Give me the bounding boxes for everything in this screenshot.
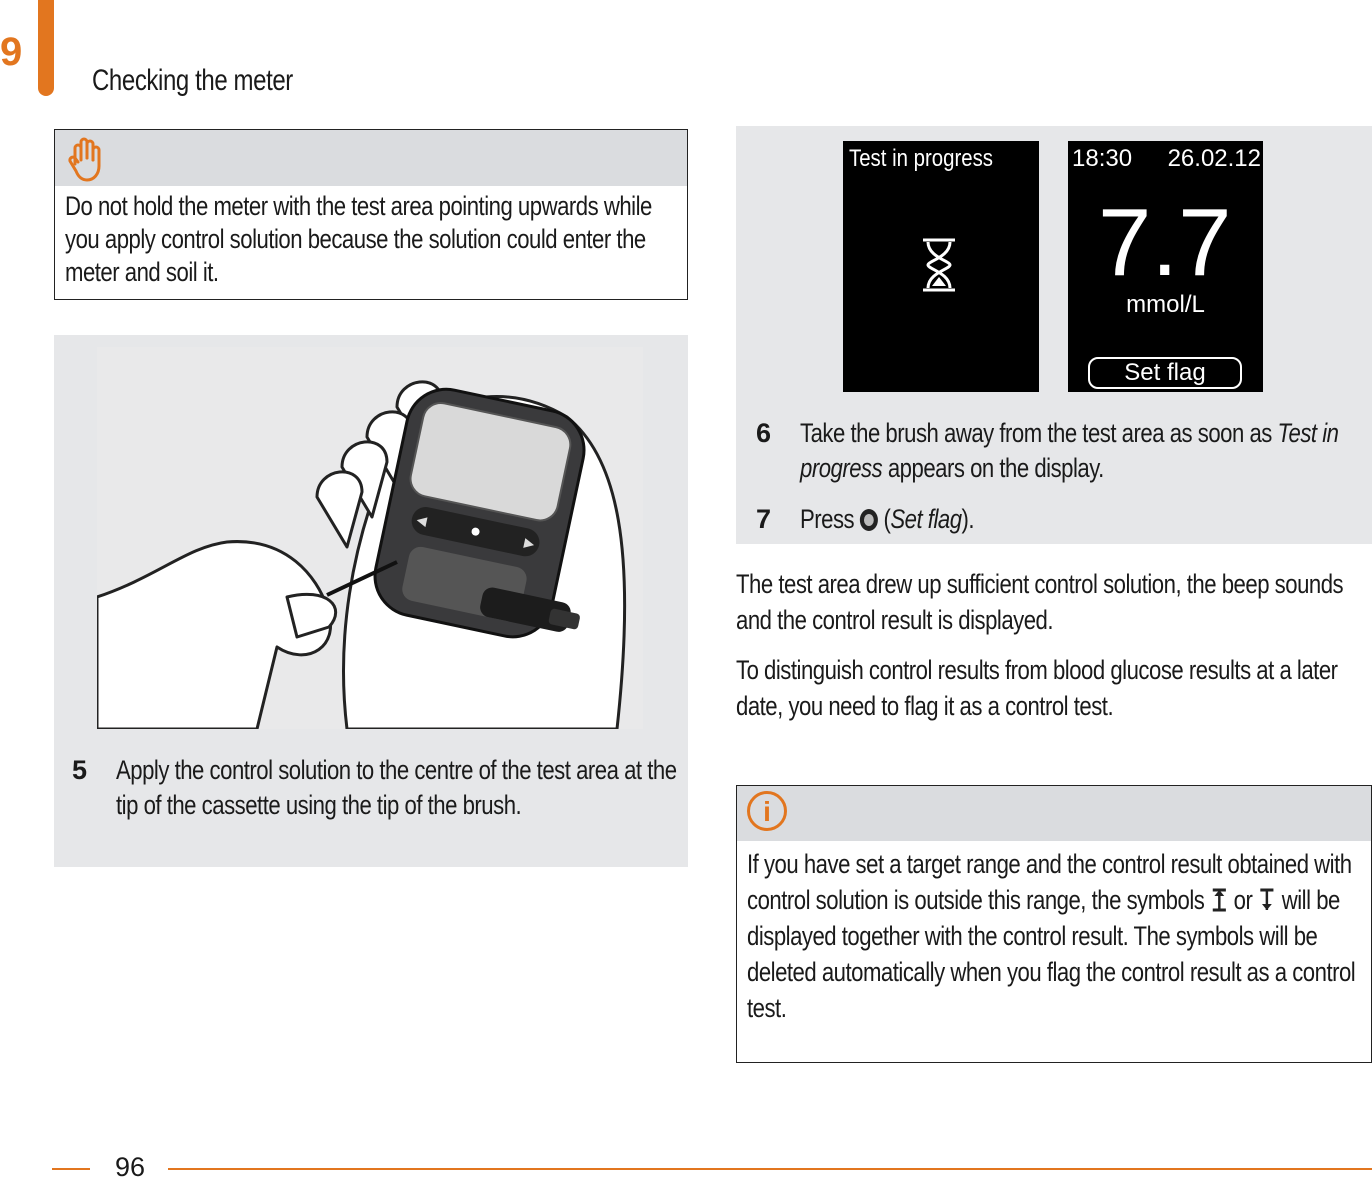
footer-rule-left <box>52 1168 90 1170</box>
page-number: 96 <box>115 1152 146 1182</box>
info-icon: i <box>747 791 787 831</box>
step7-number: 7 <box>756 504 772 534</box>
display-time: 18:30 <box>1072 145 1133 172</box>
warning-text: Do not hold the meter with the test area pointing upwards while you apply control solution because the solution could enter the meter and soil it. <box>65 191 652 287</box>
meter-hand-illustration <box>97 347 643 729</box>
display-test-in-progress <box>843 141 1039 392</box>
above-range-icon <box>1210 887 1228 913</box>
paragraph-flag-control: To distinguish control results from blood glucose results at a later date, you need to flag it as a control test. <box>736 655 1338 721</box>
warning-header <box>55 130 687 186</box>
step7-text: Press (Set flag). <box>800 504 975 534</box>
step5-number: 5 <box>72 755 88 785</box>
below-range-icon <box>1258 887 1276 913</box>
step6-number: 6 <box>756 418 772 448</box>
chapter-tab <box>38 0 54 96</box>
hourglass-icon <box>921 237 957 293</box>
display-unit: mmol/L <box>1126 291 1205 318</box>
display-title: Test in progress <box>849 145 993 172</box>
info-box <box>736 785 1372 1063</box>
info-header <box>737 786 1371 841</box>
steps-6-7-panel <box>736 126 1372 544</box>
step5-panel <box>54 335 688 867</box>
display-result <box>1068 141 1263 392</box>
page-title: Checking the meter <box>92 64 293 97</box>
set-flag-button[interactable]: Set flag <box>1088 357 1242 389</box>
step5-text: Apply the control solution to the centre of the test area at the tip of the cassette using the tip of the brush. <box>116 755 677 820</box>
center-button-icon <box>860 509 878 531</box>
warning-box <box>54 129 688 300</box>
paragraph-result-displayed: The test area drew up sufficient control solution, the beep sounds and the control result is displayed. <box>736 569 1344 635</box>
hand-icon <box>65 134 105 184</box>
chapter-number: 9 <box>0 30 23 74</box>
step6-text: Take the brush away from the test area as soon as Test in progress appears on the display. <box>800 418 1339 483</box>
display-value: 7.7 <box>1098 189 1232 296</box>
display-date: 26.02.12 <box>1167 145 1261 172</box>
info-text: If you have set a target range and the control result obtained with control solution is outside this range, the symbols or will be displayed together with the control result. The symbols will be deleted automatically when you flag the control result as a control test. <box>747 849 1356 1023</box>
footer-rule-right <box>168 1168 1372 1170</box>
